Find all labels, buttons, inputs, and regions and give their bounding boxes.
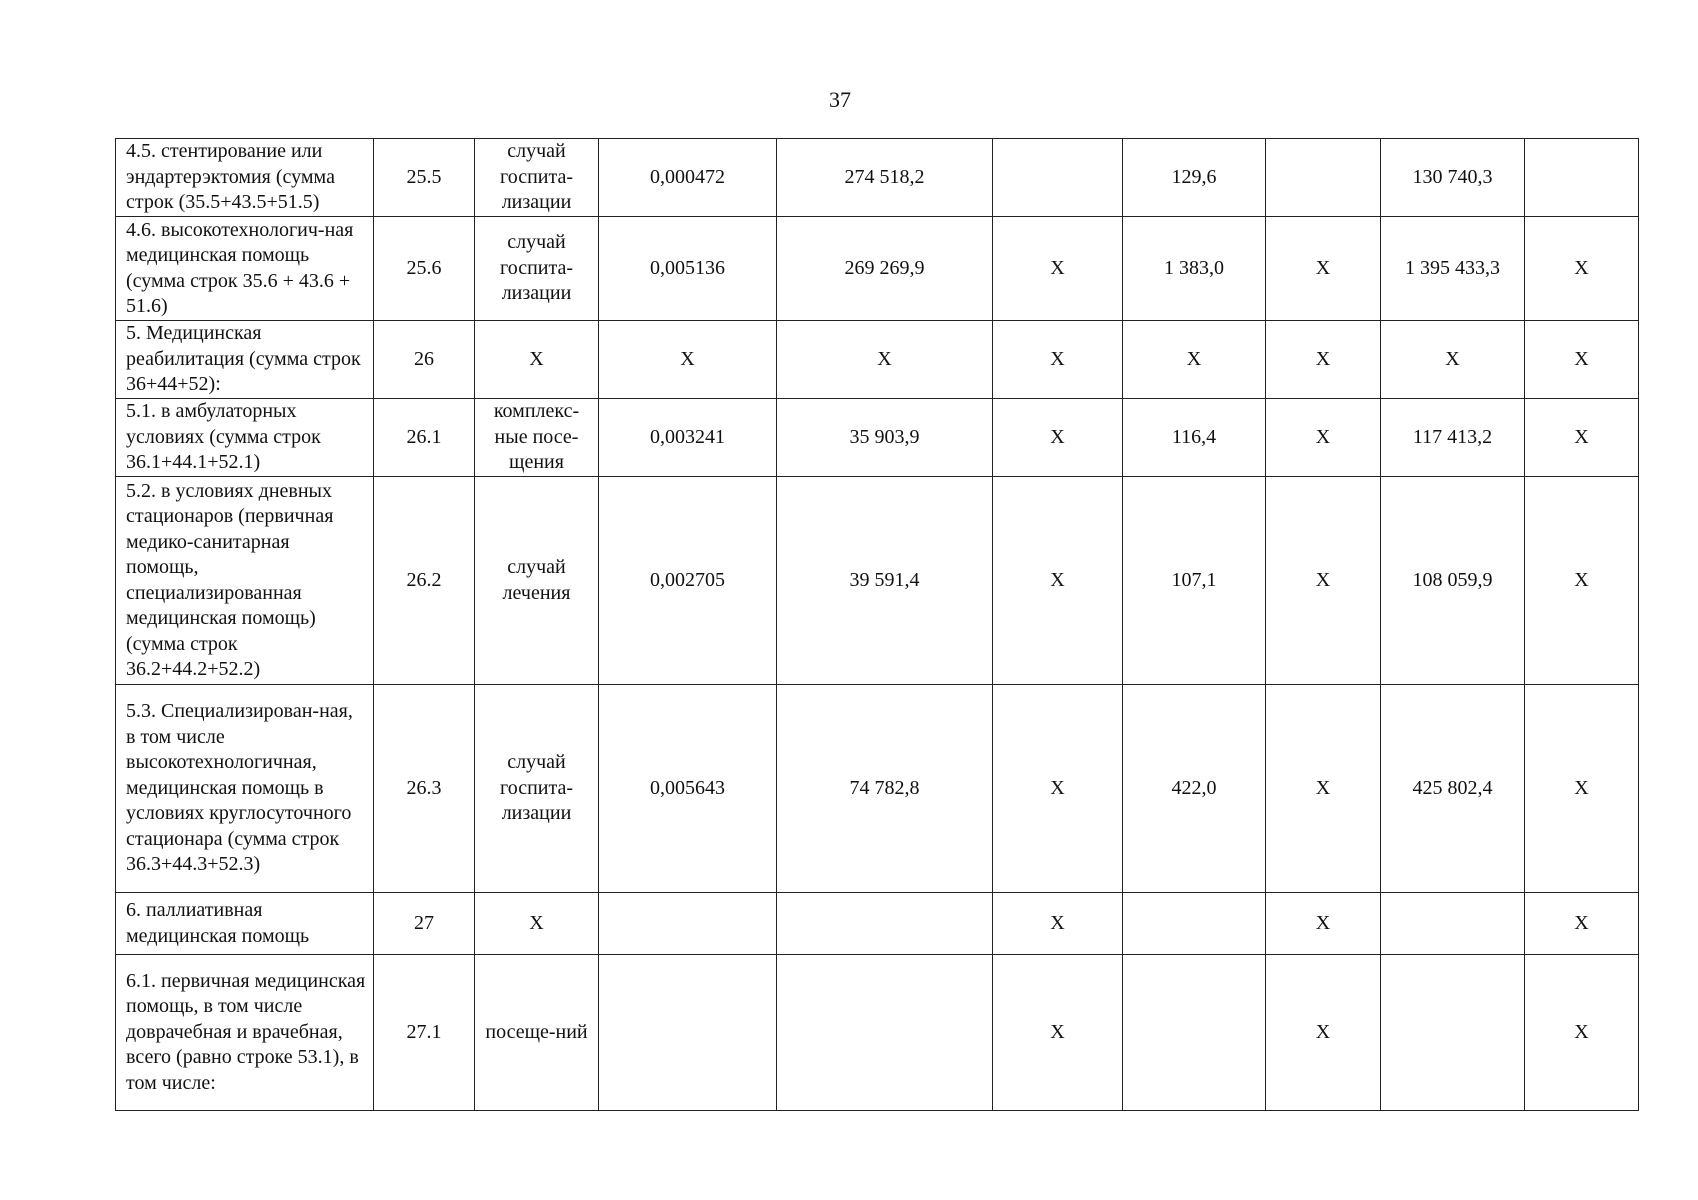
table-row	[116, 685, 1639, 893]
cost-cell	[777, 893, 993, 955]
value-cell: 107,1	[1123, 477, 1266, 685]
value-cell: X	[1266, 893, 1381, 955]
row-number: 26.2	[374, 477, 475, 685]
table-row	[116, 477, 1639, 685]
unit-cell: X	[475, 893, 599, 955]
value-cell: X	[1525, 955, 1639, 1111]
value-cell: X	[1525, 399, 1639, 477]
row-name: 5.2. в условиях дневных стационаров (первичная медико-санитарная помощь, специализированная медицинская помощь) (сумма строк 36.2+44.2+52.2)	[116, 477, 374, 685]
value-cell: X	[1266, 321, 1381, 399]
value-cell: X	[1525, 217, 1639, 321]
value-cell: X	[1525, 477, 1639, 685]
value-cell: X	[1266, 477, 1381, 685]
row-name: 5. Медицинская реабилитация (сумма строк 36+44+52):	[116, 321, 374, 399]
row-number: 26	[374, 321, 475, 399]
cost-cell: X	[777, 321, 993, 399]
table-row	[116, 139, 1639, 217]
value-cell: X	[1381, 321, 1525, 399]
row-name: 4.5. стентирование или эндартерэктомия (сумма строк (35.5+43.5+51.5)	[116, 139, 374, 217]
value-cell: X	[993, 685, 1123, 893]
page-number: 37	[829, 87, 851, 112]
cost-cell: 274 518,2	[777, 139, 993, 217]
row-name: 4.6. высокотехнологич-ная медицинская помощь (сумма строк 35.6 + 43.6 + 51.6)	[116, 217, 374, 321]
norm-cell: 0,003241	[599, 399, 777, 477]
value-cell: X	[1123, 321, 1266, 399]
table-row	[116, 893, 1639, 955]
value-cell	[1123, 955, 1266, 1111]
row-name: 5.3. Специализирован-ная, в том числе высокотехнологичная, медицинская помощь в условиях круглосуточного стационара (сумма строк 36.3+44.3+52.3)	[116, 685, 374, 893]
cost-cell: 39 591,4	[777, 477, 993, 685]
value-cell: 1 395 433,3	[1381, 217, 1525, 321]
unit-cell: посеще-ний	[475, 955, 599, 1111]
norm-cell: 0,000472	[599, 139, 777, 217]
value-cell: 108 059,9	[1381, 477, 1525, 685]
table-row	[116, 217, 1639, 321]
row-number: 25.6	[374, 217, 475, 321]
row-number: 26.1	[374, 399, 475, 477]
unit-cell: X	[475, 321, 599, 399]
value-cell: X	[993, 955, 1123, 1111]
row-number: 27.1	[374, 955, 475, 1111]
value-cell	[1123, 893, 1266, 955]
value-cell	[1266, 139, 1381, 217]
norm-cell: 0,005136	[599, 217, 777, 321]
norm-cell	[599, 893, 777, 955]
norm-cell	[599, 955, 777, 1111]
value-cell: X	[993, 321, 1123, 399]
table-row	[116, 321, 1639, 399]
row-number: 26.3	[374, 685, 475, 893]
norm-cell: 0,005643	[599, 685, 777, 893]
unit-cell: случай госпита-лизации	[475, 217, 599, 321]
value-cell	[1525, 139, 1639, 217]
value-cell: X	[1266, 399, 1381, 477]
norm-cell: 0,002705	[599, 477, 777, 685]
value-cell: X	[1266, 685, 1381, 893]
value-cell: X	[993, 477, 1123, 685]
value-cell: 130 740,3	[1381, 139, 1525, 217]
row-number: 27	[374, 893, 475, 955]
table-row	[116, 399, 1639, 477]
value-cell: 129,6	[1123, 139, 1266, 217]
value-cell: 425 802,4	[1381, 685, 1525, 893]
row-number: 25.5	[374, 139, 475, 217]
cost-cell: 35 903,9	[777, 399, 993, 477]
cost-cell	[777, 955, 993, 1111]
value-cell: X	[993, 893, 1123, 955]
norm-cell: X	[599, 321, 777, 399]
unit-cell: комплекс-ные посе-щения	[475, 399, 599, 477]
value-cell	[993, 139, 1123, 217]
value-cell: X	[993, 399, 1123, 477]
value-cell	[1381, 893, 1525, 955]
value-cell: X	[1266, 217, 1381, 321]
value-cell: X	[993, 217, 1123, 321]
row-name: 6. паллиативная медицинская помощь	[116, 893, 374, 955]
value-cell: 117 413,2	[1381, 399, 1525, 477]
unit-cell: случай госпита-лизации	[475, 685, 599, 893]
value-cell: 116,4	[1123, 399, 1266, 477]
cost-cell: 74 782,8	[777, 685, 993, 893]
row-name: 6.1. первичная медицинская помощь, в том числе доврачебная и врачебная, всего (равно строке 53.1), в том числе:	[116, 955, 374, 1111]
value-cell: X	[1525, 321, 1639, 399]
value-cell: 422,0	[1123, 685, 1266, 893]
value-cell: X	[1525, 685, 1639, 893]
unit-cell: случай лечения	[475, 477, 599, 685]
cost-cell: 269 269,9	[777, 217, 993, 321]
value-cell: X	[1266, 955, 1381, 1111]
value-cell: X	[1525, 893, 1639, 955]
value-cell: 1 383,0	[1123, 217, 1266, 321]
value-cell	[1381, 955, 1525, 1111]
data-table	[115, 138, 1639, 1111]
unit-cell: случай госпита-лизации	[475, 139, 599, 217]
row-name: 5.1. в амбулаторных условиях (сумма строк 36.1+44.1+52.1)	[116, 399, 374, 477]
table-row	[116, 955, 1639, 1111]
